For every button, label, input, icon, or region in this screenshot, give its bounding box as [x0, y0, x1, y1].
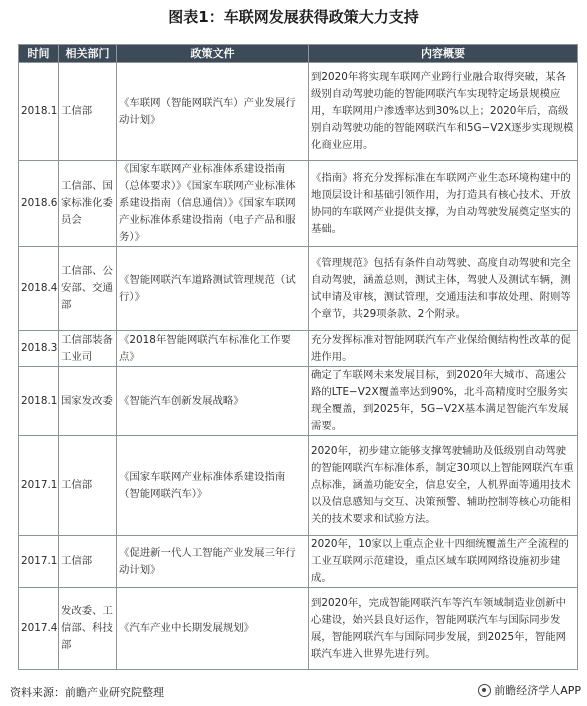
- header-content-summary: 内容概要: [309, 45, 578, 63]
- page-title: 图表1：车联网发展获得政策大力支持: [168, 8, 419, 26]
- table-row: [19, 536, 578, 588]
- cell-date: 2017.1: [19, 436, 59, 536]
- table-row: [19, 588, 578, 670]
- table-row: [19, 367, 578, 436]
- cell-summary: 到2020年将实现车联网产业跨行业融合取得突破，某各级别自动驾驶功能的智能网联汽车实现特定场景规模应用，车联网用户渗透率达到30%以上；2020年后，高级别自动驾驶功能的智能网联汽车和5G−V2X逐步实现规模化商业应用。: [309, 63, 578, 161]
- cell-summary: 充分发挥标准对智能网联汽车产业保给侧结构性改革的促进作用。: [309, 331, 578, 367]
- cell-policy-document: 《智能汽车创新发展战略》: [117, 367, 309, 436]
- header-policy-document: 政策文件: [117, 45, 309, 63]
- table-row: [19, 247, 578, 331]
- cell-policy-document: 《国家车联网产业标准体系建设指南（总体要求）》《国家车联网产业标准体系建设指南（信息通信）》《国家车联网产业标准体系建设指南（电子产品和服务）》: [117, 161, 309, 247]
- table-row: [19, 161, 578, 247]
- cell-department: 工信部: [59, 536, 117, 588]
- cell-date: 2018.1: [19, 367, 59, 436]
- cell-department: 国家发改委: [59, 367, 117, 436]
- policy-table: [18, 44, 578, 670]
- cell-department: 工信部装备工业司: [59, 331, 117, 367]
- cell-summary: 2020年，10家以上重点企业十四细统覆盖生产全流程的工业互联网示范建设，重点区域车联网网络设施初步建成。: [309, 536, 578, 588]
- cell-date: 2018.4: [19, 247, 59, 331]
- brand-label: 前瞻经济学人APP: [494, 684, 581, 697]
- cell-department: 工信部: [59, 63, 117, 161]
- header-date: 时间: [19, 45, 59, 63]
- table-row: [19, 331, 578, 367]
- brand-attribution: [478, 682, 581, 698]
- source-note: 资料来源：前瞻产业研究院整理: [10, 686, 164, 699]
- cell-date: 2018.6: [19, 161, 59, 247]
- cell-policy-document: 《促进新一代人工智能产业发展三年行动计划》: [117, 536, 309, 588]
- cell-department: 发改委、工信部、科技部: [59, 588, 117, 670]
- cell-summary: 确定了车联网未来发展目标，到2020年大城市、高速公路的LTE−V2X覆盖率达到90%，北斗高精度时空服务实现全覆盖，到2025年，5G−V2X基本满足智能汽车发展需要。: [309, 367, 578, 436]
- brand-logo-icon: [478, 684, 491, 697]
- cell-policy-document: 《车联网（智能网联汽车）产业发展行动计划》: [117, 63, 309, 161]
- cell-department: 工信部、国家标准化委员会: [59, 161, 117, 247]
- header-department: 相关部门: [59, 45, 117, 63]
- table-header-row: [19, 45, 578, 63]
- policy-table-container: [18, 44, 577, 670]
- cell-date: 2017.1: [19, 536, 59, 588]
- cell-department: 工信部: [59, 436, 117, 536]
- cell-policy-document: 《国家车联网产业标准体系建设指南（智能网联汽车）》: [117, 436, 309, 536]
- cell-policy-document: 《智能网联汽车道路测试管理规范（试行）》: [117, 247, 309, 331]
- cell-summary: 到2020年，完成智能网联汽车等汽车领域制造业创新中心建设，始兴县良好运作，智能网联汽车与国际同步发展，智能网联汽车与国际同步发展，到2025年，智能网联汽车进入世界先进行列。: [309, 588, 578, 670]
- cell-policy-document: 《2018年智能网联汽车标准化工作要点》: [117, 331, 309, 367]
- table-row: [19, 436, 578, 536]
- cell-summary: 《管理规范》包括有条件自动驾驶、高度自动驾驶和完全自动驾驶，涵盖总则，测试主体，驾驶人及测试车辆，测试申请及审核，测试管理，交通违法和事故处理、附则等个章节，共29项条款、2个附录。: [309, 247, 578, 331]
- cell-date: 2018.3: [19, 331, 59, 367]
- cell-department: 工信部、公安部、交通部: [59, 247, 117, 331]
- cell-summary: 2020年，初步建立能够支撑驾驶辅助及低级别自动驾驶的智能网联汽车标准体系，制定30项以上智能网联汽车重点标准，涵盖功能安全，信息安全，人机界面等通用技术以及信息感知与交互、决策预警、辅助控制等核心功能相关的技术要求和试验方法。: [309, 436, 578, 536]
- cell-date: 2018.1: [19, 63, 59, 161]
- cell-date: 2017.4: [19, 588, 59, 670]
- cell-policy-document: 《汽车产业中长期发展规划》: [117, 588, 309, 670]
- cell-summary: 《指南》将充分发挥标准在车联网产业生态环境构建中的地顶层设计和基础引领作用，为打造具有核心技术、开放协同的车联网产业提供支撑，为自动驾驶发展奠定坚实的基础。: [309, 161, 578, 247]
- table-row: [19, 63, 578, 161]
